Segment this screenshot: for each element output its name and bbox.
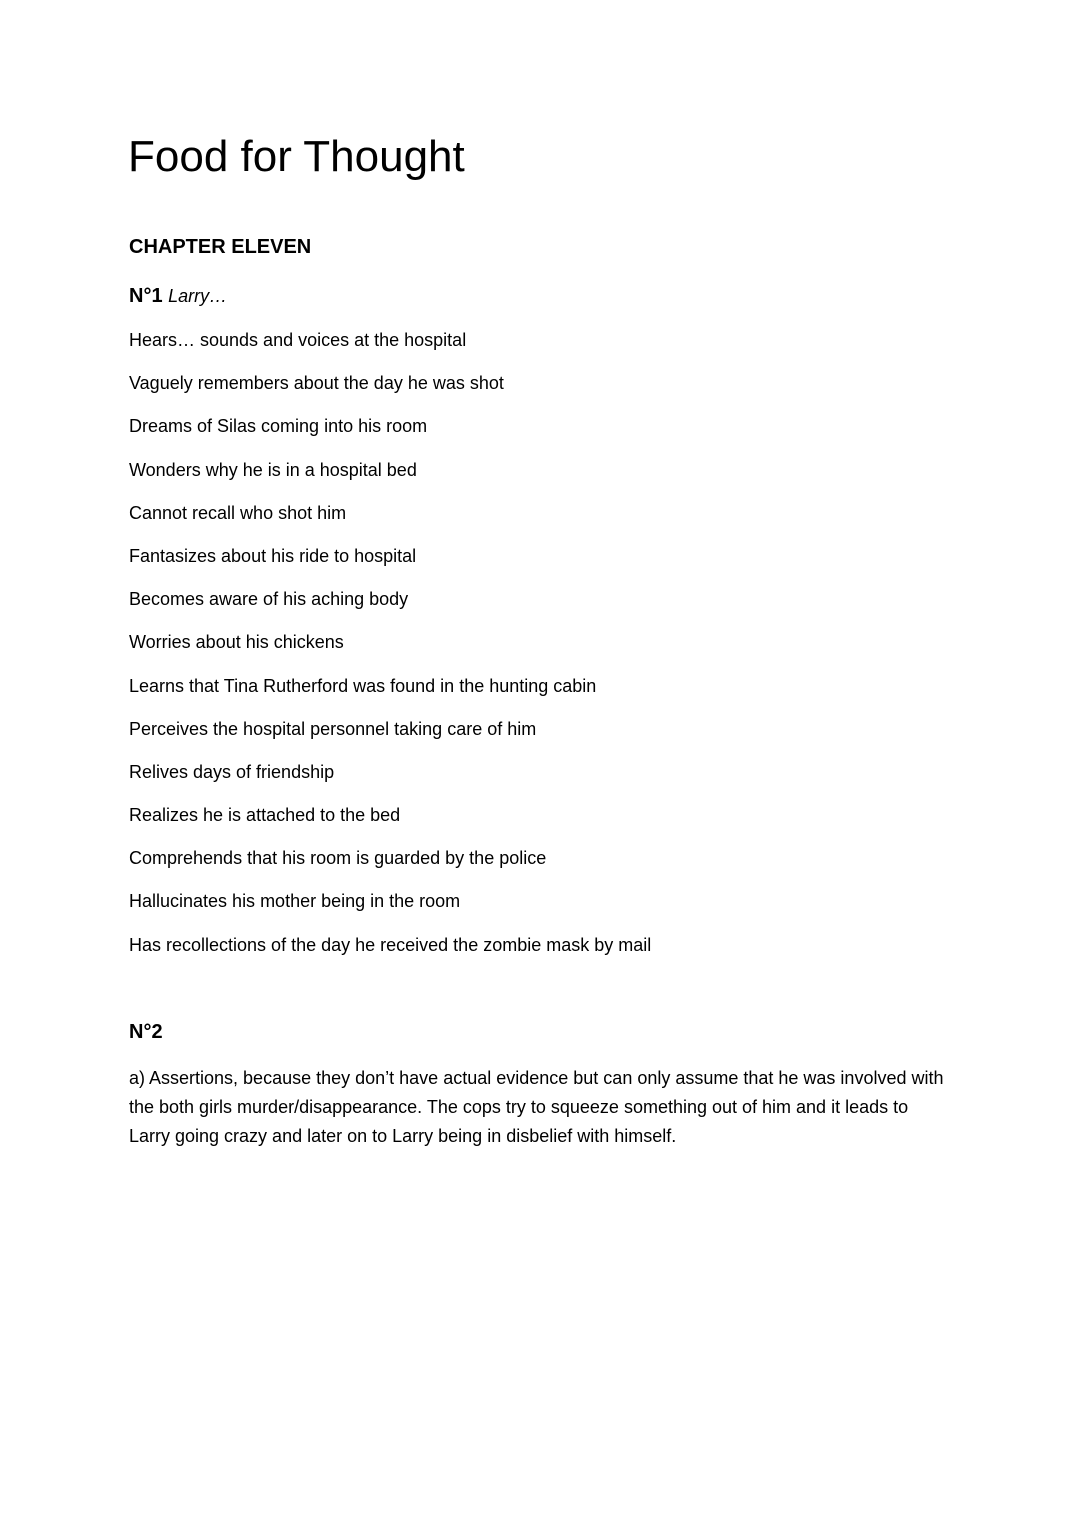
list-item: Vaguely remembers about the day he was shot [129, 373, 504, 394]
question-1-subject: Larry… [168, 286, 228, 306]
list-item: Wonders why he is in a hospital bed [129, 459, 417, 480]
list-item: Dreams of Silas coming into his room [129, 416, 428, 437]
list-item: Relives days of friendship [129, 761, 335, 782]
list-item: Perceives the hospital personnel taking care of him [129, 718, 537, 739]
list-item: Has recollections of the day he received the zombie mask by mail [129, 934, 652, 955]
list-item: Worries about his chickens [129, 632, 344, 653]
list-item: Cannot recall who shot him [129, 502, 347, 523]
document-title: Food for Thought [128, 132, 465, 181]
list-item: Hallucinates his mother being in the room [129, 891, 461, 912]
list-item: Fantasizes about his ride to hospital [129, 545, 417, 566]
list-item: Realizes he is attached to the bed [129, 805, 401, 826]
list-item: Hears… sounds and voices at the hospital [129, 330, 467, 350]
question-1-number: N°1 [129, 285, 163, 307]
chapter-heading: CHAPTER ELEVEN [129, 236, 312, 258]
list-item: Learns that Tina Rutherford was found in the hunting cabin [129, 675, 597, 696]
question-1-heading [129, 284, 227, 308]
question-1-list [129, 328, 651, 976]
list-item: Becomes aware of his aching body [129, 589, 409, 610]
question-2-answer: a) Assertions, because they don’t have actual evidence but can only assume that he was involved with the both girls murder/disappearance. The cops try to squeeze something out of him and it leads to Larry going crazy and later on to Larry being in disbelief with himself. [129, 1068, 944, 1146]
question-2-heading: N°2 [129, 1021, 163, 1043]
list-item: Comprehends that his room is guarded by the police [129, 848, 547, 869]
